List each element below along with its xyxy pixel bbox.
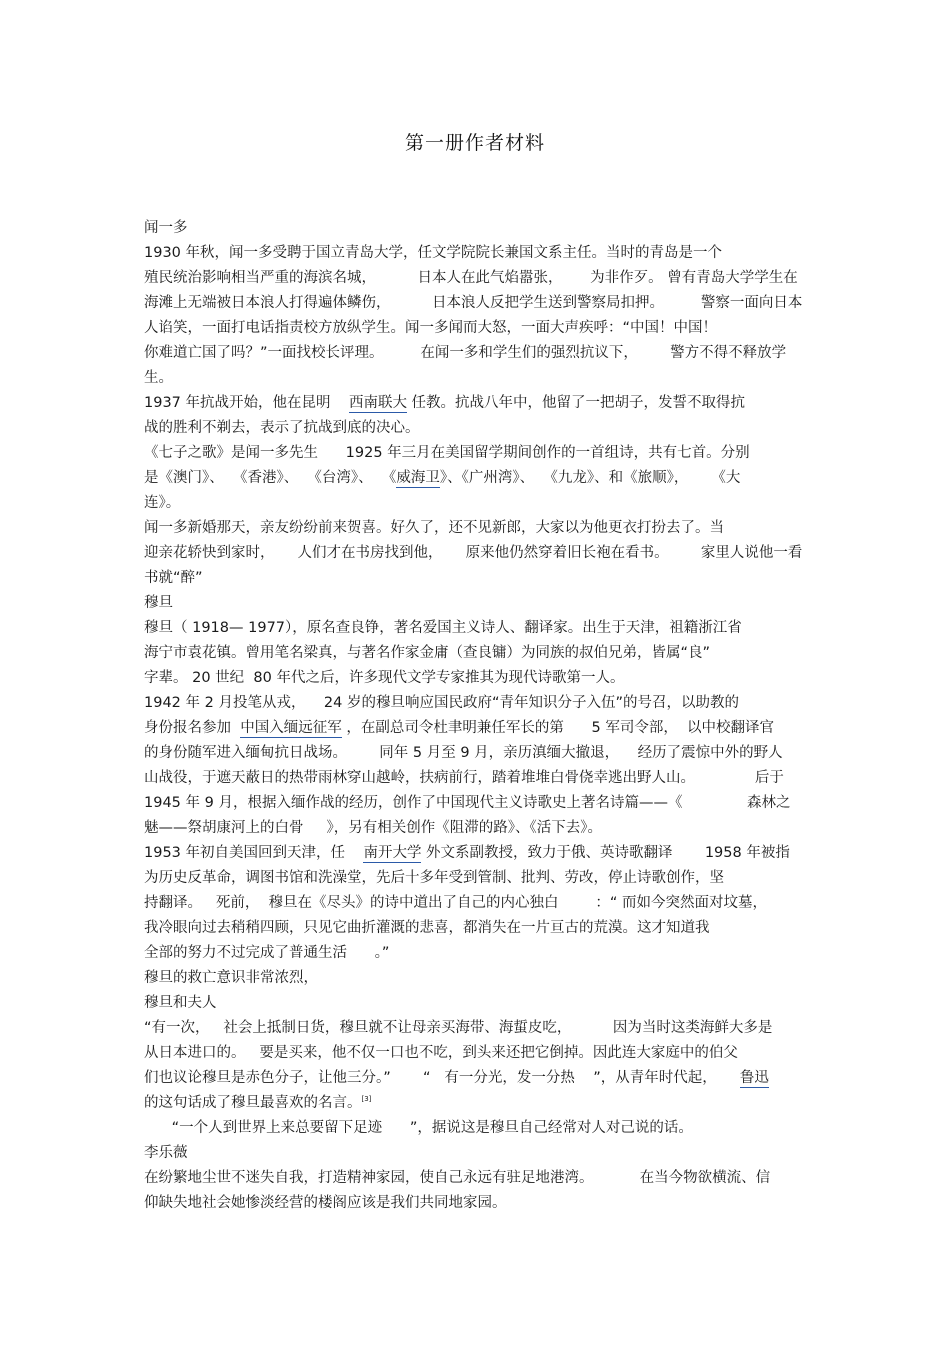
paragraph-line: 迎亲花轿快到家时， 人们才在书房找到他， 原来他仍然穿着旧长袍在看书。 家里人说他一看 (144, 545, 803, 561)
link-luxun[interactable]: 鲁迅 (739, 1070, 769, 1086)
paragraph-line: 全部的努力不过完成了普通生活 。” (144, 945, 390, 961)
link-nankai-daxue[interactable]: 南开大学 (363, 845, 422, 861)
paragraph-line: 的身份随军进入缅甸抗日战场。 同年 5 月至 9 月，亲历滇缅大撤退， 经历了震惊中外的野人 (144, 745, 783, 761)
link-xinan-lianda[interactable]: 西南联大 (348, 395, 407, 411)
paragraph-line: 在纷繁地尘世不迷失自我，打造精神家园，使自己永远有驻足地港湾。 在当今物欲横流、信 (144, 1170, 771, 1186)
paragraph-line: 闻一多新婚那天，亲友纷纷前来贺喜。好久了，还不见新郎，大家以为他更衣打扮去了。当 (144, 520, 724, 536)
text-span: 身份报名参加 (144, 720, 241, 736)
paragraph-line: 你难道亡国了吗？”一面找校长评理。 在闻一多和学生们的强烈抗议下， 警方不得不释放学 (144, 345, 787, 361)
section-heading-wen: 闻一多 (144, 220, 188, 236)
text-span: 》、《广州湾》、 《九龙》、和《旅顺》， 《大 (439, 470, 741, 486)
paragraph-line: 为历史反革命，调图书馆和洗澡堂，先后十多年受到管制、批判、劳改，停止诗歌创作，坚 (144, 870, 724, 886)
paragraph-line: 字辈。 20 世纪 80 年代之后，许多现代文学专家推其为现代诗歌第一人。 (144, 670, 625, 686)
citation-marker[interactable]: [3] (361, 1095, 372, 1103)
link-yuanzhengjun[interactable]: 中国入缅远征军 (240, 720, 342, 736)
page-title: 第一册作者材料 (404, 132, 545, 154)
paragraph-line: 人谄笑，一面打电话指责校方放纵学生。闻一多闻而大怒，一面大声疾呼：“中国！中国！ (144, 320, 718, 336)
paragraph-line: “有一次， 社会上抵制日货，穆旦就不让母亲买海带、海蜇皮吃， 因为当时这类海鲜大多是 (144, 1020, 773, 1036)
text-span: 任教。抗战八年中，他留了一把胡子，发誓不取得抗 (406, 395, 746, 411)
paragraph-line: 我冷眼向过去稍稍四顾，只见它曲折灌溉的悲喜，都消失在一片亘古的荒漠。这才知道我 (144, 920, 710, 936)
paragraph-line: 魅——祭胡康河上的白骨 》，另有相关创作《阻滞的路》、《活下去》。 (144, 820, 603, 836)
section-heading-mu: 穆旦 (144, 595, 173, 611)
paragraph-line: “一个人到世界上来总要留下足迹 ”，据说这是穆旦自己经常对人对己说的话。 (144, 1120, 693, 1136)
paragraph-line (144, 393, 745, 413)
text-span: 的这句话成了穆旦最喜欢的名言。 (144, 1095, 362, 1111)
text-span: 外文系副教授，致力于俄、英诗歌翻译 1958 年被指 (421, 845, 790, 861)
paragraph-line: 《七子之歌》是闻一多先生 1925 年三月在美国留学期间创作的一首组诗，共有七首。分别 (144, 445, 750, 461)
text-span: 们也议论穆旦是赤色分子，让他三分。” “ 有一分光，发一分热 ”，从青年时代起， (144, 1070, 740, 1086)
paragraph-line: 穆旦的救亡意识非常浓烈， (144, 970, 318, 986)
paragraph-line: 殖民统治影响相当严重的海滨名城， 日本人在此气焰嚣张， 为非作歹。 曾有青岛大学学生在 (144, 270, 798, 286)
paragraph-line: 1945 年 9 月，根据入缅作战的经历，创作了中国现代主义诗歌史上著名诗篇——《 森林之 (144, 795, 791, 811)
paragraph-line: 从日本进口的。 要是买来，他不仅一口也不吃，到头来还把它倒掉。因此连大家庭中的伯父 (144, 1045, 738, 1061)
paragraph-line: 穆旦和夫人 (144, 995, 217, 1011)
paragraph-line: 持翻译。 死前， 穆旦在《尽头》的诗中道出了自己的内心独白 ：“ 而如今突然面对坟墓， (144, 895, 768, 911)
section-heading-li: 李乐薇 (144, 1145, 188, 1161)
paragraph-line (144, 1068, 769, 1088)
paragraph-line: 海滩上无端被日本浪人打得遍体鳞伤， 日本浪人反把学生送到警察局扣押。 警察一面向日本 (144, 295, 803, 311)
paragraph-line: 书就“醉” (144, 570, 203, 586)
paragraph-line: 连》。 (144, 495, 181, 511)
paragraph-line (144, 468, 740, 488)
text-span: 是《澳门》、 《香港》、 《台湾》、 《 (144, 470, 397, 486)
paragraph-line: 1930 年秋，闻一多受聘于国立青岛大学，任文学院院长兼国文系主任。当时的青岛是一个 (144, 245, 723, 261)
paragraph-line (144, 718, 774, 738)
paragraph-line: 1942 年 2 月投笔从戎， 24 岁的穆旦响应国民政府“青年知识分子入伍”的号召，以助教的 (144, 695, 739, 711)
paragraph-line: 战的胜利不剃去，表示了抗战到底的决心。 (144, 420, 420, 436)
paragraph-line: 仰缺失地社会她惨淡经营的楼阁应该是我们共同地家园。 (144, 1195, 507, 1211)
paragraph-line: 海宁市袁花镇。曾用笔名梁真，与著名作家金庸（查良镛）为同族的叔伯兄弟，皆属“良” (144, 645, 711, 661)
text-span: 1953 年初自美国回到天津，任 (144, 845, 364, 861)
text-span: ，在副总司令杜聿明兼任军长的第 5 军司令部， 以中校翻译官 (341, 720, 775, 736)
paragraph-line: 山战役，于遮天蔽日的热带雨林穿山越岭，扶病前行，踏着堆堆白骨侥幸逃出野人山。 后于 (144, 770, 784, 786)
paragraph-line (144, 843, 790, 863)
paragraph-line: 穆旦（ 1918— 1977），原名查良铮，著名爱国主义诗人、翻译家。出生于天津，祖籍浙江省 (144, 620, 742, 636)
paragraph-line: 生。 (144, 370, 173, 386)
text-span: 1937 年抗战开始，他在昆明 (144, 395, 349, 411)
link-weihaiwei[interactable]: 威海卫 (396, 470, 440, 486)
paragraph-line (144, 1093, 371, 1113)
